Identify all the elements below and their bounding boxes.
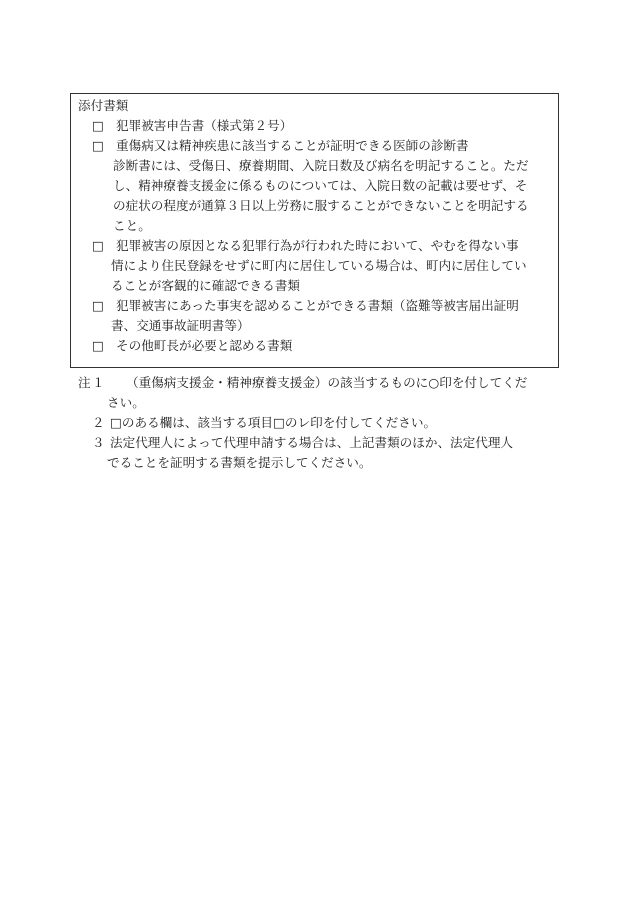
note-text-cont: さい。	[107, 395, 145, 410]
note-text: □のある欄は、該当する項目□のレ印を付してください。	[110, 415, 437, 430]
attachment-text-cont: 情により住民登録をせずに町内に居住している場合は、町内に居住してい	[111, 258, 527, 273]
checkbox-icon[interactable]: □	[92, 138, 104, 153]
note-item	[78, 433, 558, 453]
attachment-item	[78, 236, 552, 256]
attachment-subtext: こと。	[113, 218, 151, 233]
notes-prefix: 注	[78, 375, 91, 390]
attachment-text: 犯罪被害申告書（様式第２号）	[116, 118, 293, 133]
checkbox-icon[interactable]: □	[92, 118, 104, 133]
attachment-text-cont: 書、交通事故証明書等）	[111, 318, 250, 333]
note-text: （重傷病支援金・精神療養支援金）の該当するものに○印を付してくだ	[126, 375, 528, 390]
attachment-subtext: の症状の程度が通算３日以上労務に服することができないことを明記する	[113, 198, 529, 213]
attachments-box	[70, 93, 559, 368]
attachment-subtext: 診断書には、受傷日、療養期間、入院日数及び病名を明記すること。ただ	[113, 158, 529, 173]
note-text: 法定代理人によって代理申請する場合は、上記書類のほか、法定代理人	[110, 435, 513, 450]
attachment-text: 重傷病又は精神疾患に該当することが証明できる医師の診断書	[116, 138, 469, 153]
note-number: １	[92, 375, 105, 390]
attachment-text-cont: ることが客観的に確認できる書類	[111, 278, 300, 293]
attachment-item	[78, 116, 552, 136]
attachments-title: 添付書類	[78, 98, 129, 113]
checkbox-icon[interactable]: □	[92, 298, 104, 313]
attachment-subtext: し、精神療養支援金に係るものについては、入院日数の記載は要せず、そ	[113, 178, 528, 193]
note-number: ３	[92, 435, 105, 450]
notes-section	[78, 373, 558, 473]
note-number: ２	[92, 415, 105, 430]
note-item	[78, 413, 558, 433]
attachment-item	[78, 136, 552, 156]
checkbox-icon[interactable]: □	[92, 238, 104, 253]
checkbox-icon[interactable]: □	[92, 338, 104, 353]
attachment-text: その他町長が必要と認める書類	[116, 338, 293, 353]
attachment-item	[78, 336, 552, 356]
attachment-item	[78, 296, 552, 316]
note-text-cont: でることを証明する書類を提示してください。	[107, 455, 372, 470]
attachment-text: 犯罪被害の原因となる犯罪行為が行われた時において、やむを得ない事	[116, 238, 519, 253]
attachment-text: 犯罪被害にあった事実を認めることができる書類（盗難等被害届出証明	[116, 298, 519, 313]
note-item	[78, 373, 558, 393]
